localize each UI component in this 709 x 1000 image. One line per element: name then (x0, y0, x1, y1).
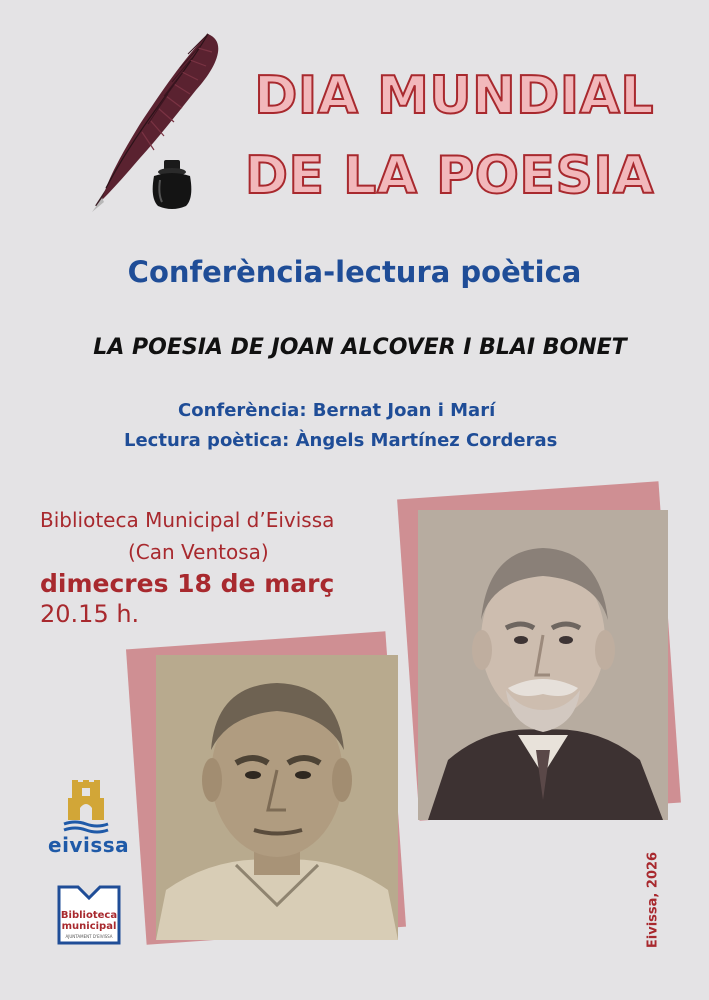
event-date: dimecres 18 de març (40, 569, 335, 598)
conference-credit: Conferència: Bernat Joan i Marí (178, 400, 496, 421)
vertical-footer-text: Eivissa, 2026 (645, 851, 661, 949)
portrait-blai-bonet (156, 655, 398, 940)
library-logo-line2: municipal (61, 921, 117, 932)
eivissa-logo-text: eivissa (48, 833, 130, 857)
library-logo-small: AJUNTAMENT D'EIVISSA (65, 934, 113, 939)
inkwell-icon (148, 158, 196, 210)
waves-icon (48, 820, 124, 834)
library-logo-line1: Biblioteca (60, 910, 118, 921)
eivissa-logo (48, 780, 130, 860)
title-line-2: DE LA POESIA (244, 146, 654, 206)
library-logo (56, 884, 122, 946)
event-time: 20.15 h. (40, 600, 140, 628)
reading-credit: Lectura poètica: Àngels Martínez Corderas (124, 430, 558, 451)
event-subtitle: Conferència-lectura poètica (127, 255, 582, 289)
event-theme: LA POESIA DE JOAN ALCOVER I BLAI BONET (93, 335, 627, 360)
portrait-joan-alcover (418, 510, 668, 820)
venue-building: (Can Ventosa) (128, 540, 269, 564)
venue-name: Biblioteca Municipal d’Eivissa (40, 508, 335, 532)
title-line-1: DIA MUNDIAL (254, 66, 654, 126)
